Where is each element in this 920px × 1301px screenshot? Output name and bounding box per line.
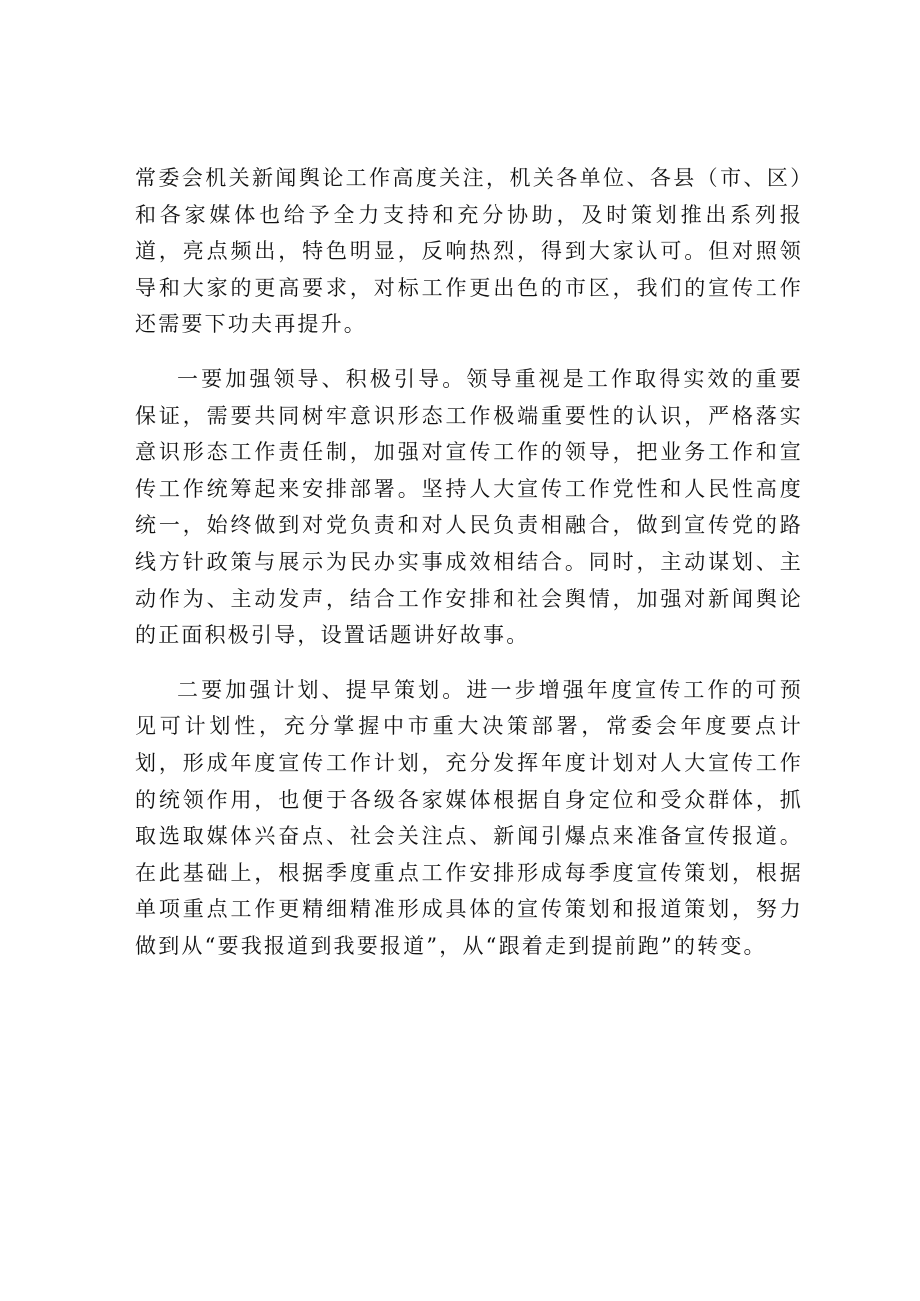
paragraph-strengthen-leadership: 一要加强领导、积极引导。领导重视是工作取得实效的重要保证，需要共同树牢意识形态工作极端重要性的认识，严格落实意识形态工作责任制，加强对宣传工作的领导，把业务工作和宣传工作统筹起来安排部署。坚持人大宣传工作党性和人民性高度统一，始终做到对党负责和对人民负责相融合，做到宣传党的路线方针政策与展示为民办实事成效相结合。同时，主动谋划、主动作为、主动发声，结合工作安排和社会舆情，加强对新闻舆论的正面积极引导，设置话题讲好故事。 — [135, 366, 803, 648]
document-body — [135, 160, 803, 964]
paragraph-continuation: 常委会机关新闻舆论工作高度关注，机关各单位、各县（市、区）和各家媒体也给予全力支持和充分协助，及时策划推出系列报道，亮点频出，特色明显，反响热烈，得到大家认可。但对照领导和大家的更高要求，对标工作更出色的市区，我们的宣传工作还需要下功夫再提升。 — [135, 166, 803, 337]
paragraph-strengthen-planning: 二要加强计划、提早策划。进一步增强年度宣传工作的可预见可计划性，充分掌握中市重大决策部署，常委会年度要点计划，形成年度宣传工作计划，充分发挥年度计划对人大宣传工作的统领作用，也便于各级各家媒体根据自身定位和受众群体，抓取选取媒体兴奋点、社会关注点、新闻引爆点来准备宣传报道。在此基础上，根据季度重点工作安排形成每季度宣传策划，根据单项重点工作更精细精准形成具体的宣传策划和报道策划，努力做到从“要我报道到我要报道”，从“跟着走到提前跑”的转变。 — [135, 677, 803, 958]
